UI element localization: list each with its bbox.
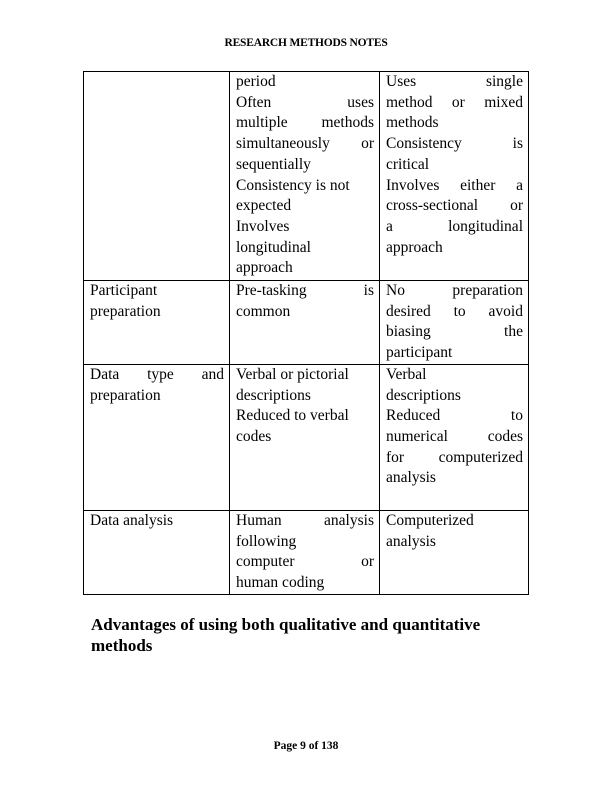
cell-line: Reduced to verbal — [236, 407, 349, 425]
cell-line: Computerized — [386, 511, 474, 529]
row-label: preparation — [90, 302, 161, 320]
cell-line: sequentially — [236, 155, 311, 173]
table-row — [84, 281, 529, 365]
cell-line: period — [236, 73, 276, 90]
comparison-table — [83, 71, 529, 595]
qualitative-cell — [230, 72, 380, 281]
cell-line: Verbal — [386, 365, 427, 383]
cell-line: common — [236, 302, 291, 320]
cell-line: Involves either a — [386, 176, 523, 194]
cell-line: approach — [386, 238, 443, 256]
table-row — [84, 510, 529, 594]
row-label-cell — [84, 281, 230, 365]
cell-line: expected — [236, 197, 292, 215]
cell-line: Involves — [236, 217, 290, 235]
cell-line: methods — [386, 114, 439, 132]
cell-line: approach — [236, 259, 293, 277]
row-label: Participant — [90, 282, 158, 299]
qualitative-cell — [230, 281, 380, 365]
cell-line: desired to avoid — [386, 302, 523, 320]
cell-line: simultaneously or — [236, 135, 374, 153]
cell-line: following — [236, 532, 297, 550]
row-label-cell — [84, 72, 230, 281]
row-label-cell — [84, 510, 230, 594]
cell-line: descriptions — [236, 386, 311, 404]
page-header: RESEARCH METHODS NOTES — [224, 37, 388, 49]
cell-line: human coding — [236, 573, 325, 591]
cell-line: Uses single — [386, 73, 523, 90]
cell-line: biasing the — [386, 323, 523, 341]
cell-line: codes — [236, 427, 272, 445]
cell-line: Human analysis — [236, 511, 374, 529]
cell-line: participant — [386, 344, 453, 362]
cell-line: computer or — [236, 553, 374, 571]
table-row — [84, 72, 529, 281]
qualitative-cell — [230, 364, 380, 510]
cell-line: for computerized — [386, 448, 523, 466]
cell-line: critical — [386, 155, 430, 173]
cell-line: Reduced to — [386, 407, 523, 425]
quantitative-cell — [380, 510, 529, 594]
cell-line: multiple methods — [236, 114, 374, 132]
cell-line: analysis — [386, 469, 436, 487]
qualitative-cell — [230, 510, 380, 594]
cell-line: Consistency is not — [236, 176, 350, 194]
row-label: Data type and — [90, 365, 224, 383]
cell-line: longitudinal — [236, 238, 311, 256]
table-row — [84, 364, 529, 510]
cell-line: method or mixed — [386, 93, 523, 111]
row-label-cell — [84, 364, 230, 510]
cell-line: a longitudinal — [386, 217, 523, 235]
cell-line: Pre-tasking is — [236, 282, 374, 299]
cell-line: Verbal or pictorial — [236, 365, 349, 383]
cell-line: numerical codes — [386, 427, 523, 445]
cell-line: Consistency is — [386, 135, 523, 153]
row-label: Data analysis — [90, 511, 174, 529]
cell-line: cross-sectional or — [386, 197, 523, 215]
quantitative-cell — [380, 72, 529, 281]
cell-line: No preparation — [386, 282, 523, 299]
page-number: Page 9 of 138 — [273, 740, 339, 752]
cell-line: Often uses — [236, 93, 374, 111]
cell-line: descriptions — [386, 386, 461, 404]
section-heading: Advantages of using both qualitative and quantitative methods — [91, 615, 481, 655]
row-label: preparation — [90, 386, 161, 404]
cell-line: analysis — [386, 532, 436, 550]
quantitative-cell — [380, 364, 529, 510]
quantitative-cell — [380, 281, 529, 365]
